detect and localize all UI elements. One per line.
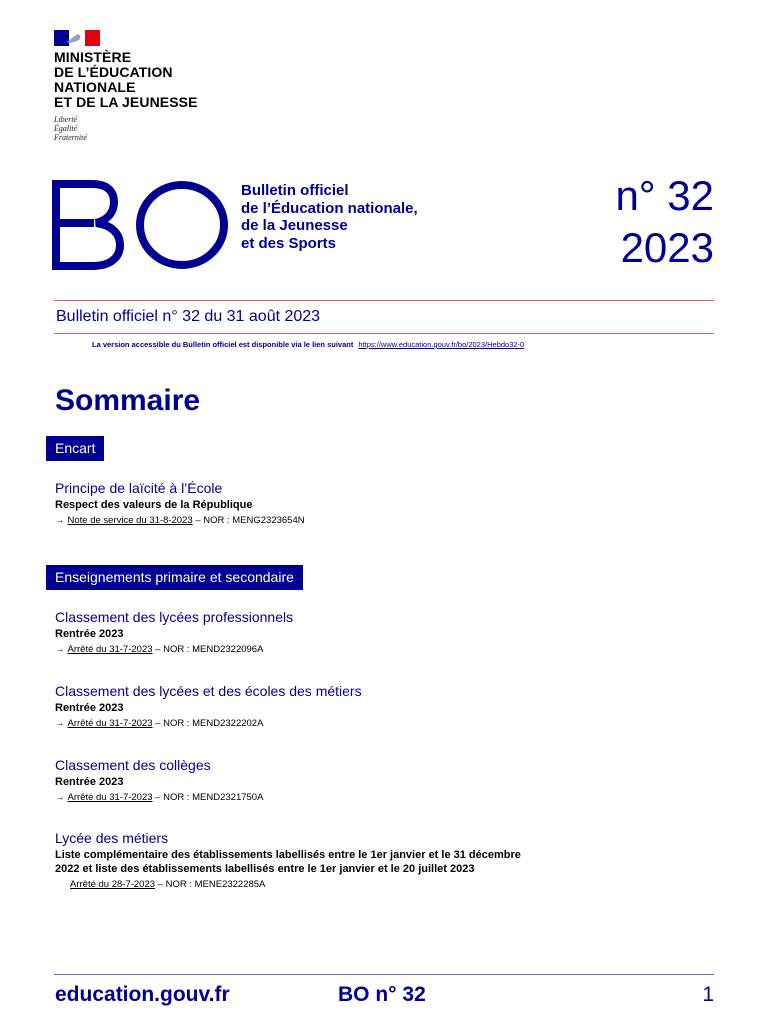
ministry-logo <box>54 30 198 142</box>
bo-letters-text: BO <box>52 180 54 181</box>
footer-bo-number: BO n° 32 <box>338 983 426 1006</box>
bo-title-line: Bulletin officiel <box>241 182 349 199</box>
ministry-motto <box>54 115 198 142</box>
bo-logo-letters <box>52 180 230 270</box>
nor-code: – NOR : MEND2322202A <box>155 718 264 729</box>
bo-title-line: de l’Éducation nationale, <box>241 199 418 217</box>
reference-link[interactable]: Arrêté du 28-7-2023 <box>70 879 156 890</box>
toc-entry <box>55 829 535 892</box>
entry-reference <box>55 717 555 731</box>
section-tag-encart: Encart <box>46 436 104 461</box>
entry-title-link[interactable]: Lycée des métiers <box>55 830 169 846</box>
issue-block <box>615 170 714 274</box>
nor-code: – NOR : MENG2323654N <box>195 515 305 526</box>
entry-title-link[interactable]: Classement des collèges <box>55 757 211 773</box>
toc-entry <box>55 479 555 528</box>
section-tag-enseignements: Enseignements primaire et secondaire <box>46 565 303 590</box>
page-number: 1 <box>702 983 714 1006</box>
motto-line: Fraternité <box>54 133 87 142</box>
arrow-icon: → <box>55 515 65 526</box>
entry-subtitle: Liste complémentaire des établissements labellisés entre le 1er janvier et le 31 décembre 2022 et liste des établissements labellisés entre le 1er janvier et le 20 juillet 2023 <box>55 849 521 875</box>
ministry-name <box>54 50 198 110</box>
bulletin-subtitle: Bulletin officiel n° 32 du 31 août 2023 <box>56 308 321 325</box>
motto-line: Égalité <box>54 124 78 133</box>
issue-number: n° 32 <box>615 172 714 219</box>
arrow-icon: → <box>55 718 65 729</box>
reference-link[interactable]: Arrêté du 31-7-2023 <box>67 644 153 655</box>
divider <box>54 333 714 334</box>
entry-reference <box>55 514 555 528</box>
toc-entry <box>55 682 555 731</box>
issue-year: 2023 <box>620 224 714 271</box>
entry-title-link[interactable]: Classement des lycées professionnels <box>55 609 294 625</box>
motto-line: Liberté <box>54 115 78 124</box>
reference-link[interactable]: Arrêté du 31-7-2023 <box>67 792 153 803</box>
entry-reference <box>55 791 555 805</box>
footer-divider <box>54 974 714 975</box>
entry-subtitle: Rentrée 2023 <box>55 776 124 788</box>
accessible-version-note <box>92 340 524 349</box>
bo-title-line: et des Sports <box>241 234 337 252</box>
bo-title-line: de la Jeunesse <box>241 217 348 234</box>
reference-link[interactable]: Note de service du 31-8-2023 <box>67 515 193 526</box>
toc-entry <box>55 608 555 657</box>
reference-link[interactable]: Arrêté du 31-7-2023 <box>67 718 153 729</box>
nor-code: – NOR : MENE2322285A <box>157 879 266 890</box>
accessible-version-link[interactable]: https://www.education.gouv.fr/bo/2023/Hebdo32-0 <box>358 340 525 349</box>
ministry-line: DE L’ÉDUCATION <box>54 64 173 80</box>
entry-reference <box>55 643 555 657</box>
arrow-icon: → <box>55 644 65 655</box>
entry-title-link[interactable]: Classement des lycées et des écoles des métiers <box>55 683 362 699</box>
footer-site: education.gouv.fr <box>55 983 230 1006</box>
entry-subtitle: Respect des valeurs de la République <box>55 499 253 511</box>
sommaire-heading: Sommaire <box>55 384 201 417</box>
entry-subtitle: Rentrée 2023 <box>55 702 124 714</box>
arrow-icon: → <box>55 792 65 803</box>
entry-reference <box>55 878 535 892</box>
entry-subtitle: Rentrée 2023 <box>55 628 124 640</box>
bo-title <box>241 182 418 252</box>
divider <box>54 300 714 301</box>
ministry-line: MINISTÈRE <box>54 49 132 65</box>
marianne-flag-icon <box>54 30 100 46</box>
entry-title-link[interactable]: Principe de laïcité à l’École <box>55 480 223 496</box>
nor-code: – NOR : MEND2321750A <box>155 792 264 803</box>
access-text: La version accessible du Bulletin officiel est disponible via le lien suivant <box>92 340 354 349</box>
nor-code: – NOR : MEND2322096A <box>155 644 264 655</box>
ministry-line: ET DE LA JEUNESSE <box>54 94 198 110</box>
toc-entry <box>55 756 555 805</box>
ministry-line: NATIONALE <box>54 79 136 95</box>
